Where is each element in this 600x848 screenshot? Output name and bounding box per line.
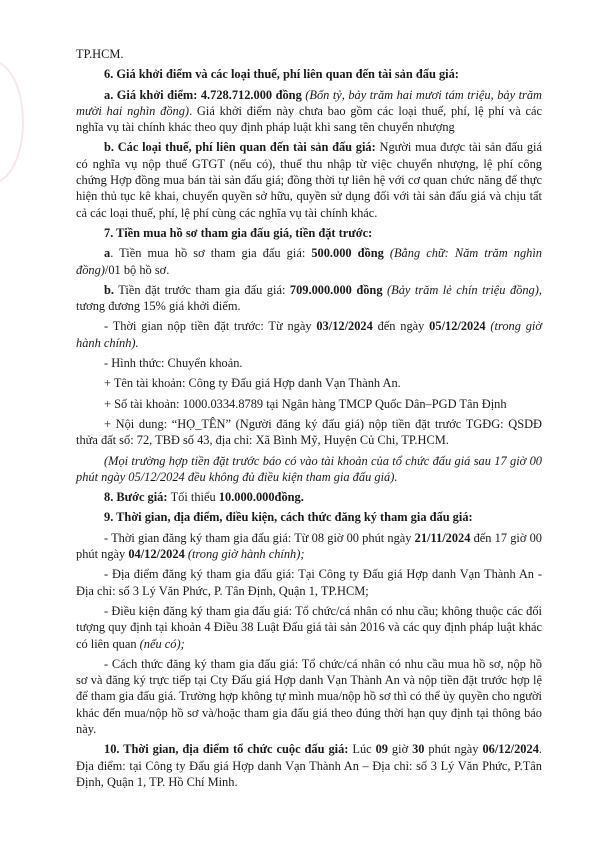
payment-form: - Hình thức: Chuyển khoản. (104, 356, 243, 371)
section-8-label: 8. Bước giá: (104, 490, 171, 505)
deposit-words: (Bảy trăm lẻ chín triệu đồng) (382, 282, 539, 297)
section-7a-label: a (104, 246, 111, 261)
deposit-time-note: (trong giờ hành chính). (76, 319, 542, 350)
account-number: + Số tài khoản: 1000.0334.8789 tại Ngân hàng TMCP Quốc Dân–PGD Tân Định (104, 396, 507, 411)
section-6a (76, 87, 542, 136)
deposit-to-date: 05/12/2024 (429, 319, 486, 334)
deposit-note: (Mọi trường hợp tiền đặt trước báo có vào tài khoản của tổ chức đấu giá sau 17 giờ 00 phút ngày 05/12/2024 đều không đủ điều kiện tham gia đấu giá). (76, 453, 542, 484)
section-7b-text: Tiền đặt trước tham gia đấu giá: (114, 282, 290, 297)
registration-time-mid: đến 17 giờ 00 phút ngày (76, 530, 542, 562)
bid-step: 10.000.000đồng. (218, 490, 304, 505)
section-10 (76, 741, 542, 790)
section-7a (76, 245, 542, 278)
registration-method: - Cách thức đăng ký tham gia đấu giá: Tổ chức/cá nhân có nhu cầu mua hồ sơ, nộp hồ sơ và đăng ký trực tiếp tại Cty Đấu giá Hợp danh Vạn Thành An và nộp tiền đặt trước hợp lệ để tham gia đấu giá. Trường hợp không tự mình mua/nộp hồ sơ thì có thể ủy quyền cho người khác đến mua/nộp hồ sơ và/hoặc tham gia đấu giá theo đúng thời hạn quy định tại thông báo này. (76, 656, 542, 736)
deposit-time-mid: đến ngày (372, 319, 430, 334)
section-7b (76, 282, 542, 315)
top-line: TP.HCM. (76, 47, 124, 61)
document-body (76, 46, 542, 794)
dossier-fee-words: (Bằng chữ: Năm trăm nghìn đồng) (76, 246, 542, 277)
stamp-mark (0, 60, 24, 184)
registration-place: - Địa điểm đăng ký tham gia đấu giá: Tại Công ty Đấu giá Hợp danh Vạn Thành An - Địa chỉ: số 3 Lý Văn Phức, P. Tân Định, Quận 1, TP.HCM; (76, 567, 542, 598)
registration-conditions-text: - Điều kiện đăng ký tham gia đấu giá: Tổ chức/cá nhân có nhu cầu; không thuộc các đối tượng quy định tại khoản 4 Điều 38 Luật Đấu giá tài sản 2016 và các quy định pháp luật khác có liên quan (76, 603, 542, 651)
auction-minute: 30 (412, 742, 425, 757)
registration-time-text: - Thời gian đăng ký tham gia đấu giá: Từ 08 giờ 00 phút ngày (104, 530, 415, 545)
section-7a-rest: /01 bộ hồ sơ. (104, 262, 170, 277)
registration-time-note: (trong giờ hành chính); (184, 547, 305, 562)
auction-hour: 09 (375, 742, 388, 757)
section-6a-label: a. Giá khởi điểm: (104, 87, 201, 102)
section-7a-text: . Tiền mua hồ sơ tham gia đấu giá: (110, 246, 312, 261)
deposit-from-date: 03/12/2024 (316, 319, 373, 334)
registration-conditions (76, 603, 542, 652)
dossier-fee: 500.000 đồng (311, 246, 384, 261)
section-6b-label: b. Các loại thuế, phí liên quan đến tài sản đấu giá: (104, 140, 380, 155)
section-8-text: Tối thiểu (170, 490, 219, 505)
registration-from-date: 21/11/2024 (414, 530, 471, 545)
account-name: + Tên tài khoản: Công ty Đấu giá Hợp danh Vạn Thành An. (104, 376, 401, 391)
deposit-time-text: - Thời gian nộp tiền đặt trước: Từ ngày (104, 319, 317, 334)
section-7b-label: b. (104, 282, 114, 297)
registration-conditions-note: (nếu có); (139, 636, 185, 651)
starting-price: 4.728.712.000 đồng (200, 87, 302, 102)
registration-to-date: 04/12/2024 (128, 547, 185, 562)
section-7-heading: 7. Tiền mua hồ sơ tham gia đấu giá, tiền đặt trước: (104, 225, 373, 240)
section-6b-text: Người mua được tài sản đấu giá có nghĩa vụ nộp thuế GTGT (nếu có), thuế thu nhập từ việc chuyển nhượng, lệ phí công chứng Hợp đồng mua bán tài sản đấu giá; đồng thời tự liên hệ với cơ quan chức năng để thực hiện thủ tục kê khai, chuyển quyền sở hữu, quyền sử dụng đối với tài sản đấu giá và chịu tất cả các loại thuế, phí, lệ phí cùng các nghĩa vụ tài chính khác. (76, 140, 542, 220)
section-10-text2: giờ (387, 742, 413, 757)
section-7b-rest: , tương đương 15% giá khởi điểm. (76, 282, 542, 314)
deposit-time (76, 318, 542, 351)
section-10-text1: Lúc (352, 742, 376, 757)
transfer-content: + Nội dung: “HỌ_TÊN” (Người đăng ký đấu giá) nộp tiền đặt trước TGĐG: QSDĐ thửa đất số: 72, TBĐ số 43, địa chỉ: Xã Bình Mỹ, Huyện Củ Chi, TP.HCM. (76, 416, 542, 448)
section-6b (76, 139, 542, 220)
section-10-rest: . Địa điểm: tại Công ty Đấu giá Hợp danh Vạn Thành An – Địa chỉ: số 3 Lý Văn Phức, P.Tân Định, Quận 1, TP. Hồ Chí Minh. (76, 742, 542, 789)
section-10-text3: phút ngày (424, 742, 483, 757)
auction-date: 06/12/2024 (482, 742, 539, 757)
section-10-label: 10. Thời gian, địa điểm tổ chức cuộc đấu giá: (104, 742, 353, 757)
section-9-heading: 9. Thời gian, địa điểm, điều kiện, cách thức đăng ký tham gia đấu giá: (104, 510, 473, 525)
deposit-amount: 709.000.000 đồng (289, 282, 383, 297)
section-8 (76, 489, 542, 505)
starting-price-words: (Bốn tỷ, bảy trăm hai mươi tám triệu, bảy trăm mười hai nghìn đồng) (76, 87, 542, 118)
section-6a-rest: . Giá khởi điểm này chưa bao gồm các loại thuế, phí, lệ phí và các nghĩa vụ tài chính khác theo quy định pháp luật khi sang tên chuyển nhượng (76, 103, 542, 135)
section-6-heading: 6. Giá khởi điểm và các loại thuế, phí liên quan đến tài sản đấu giá: (104, 67, 459, 82)
registration-time (76, 530, 542, 563)
